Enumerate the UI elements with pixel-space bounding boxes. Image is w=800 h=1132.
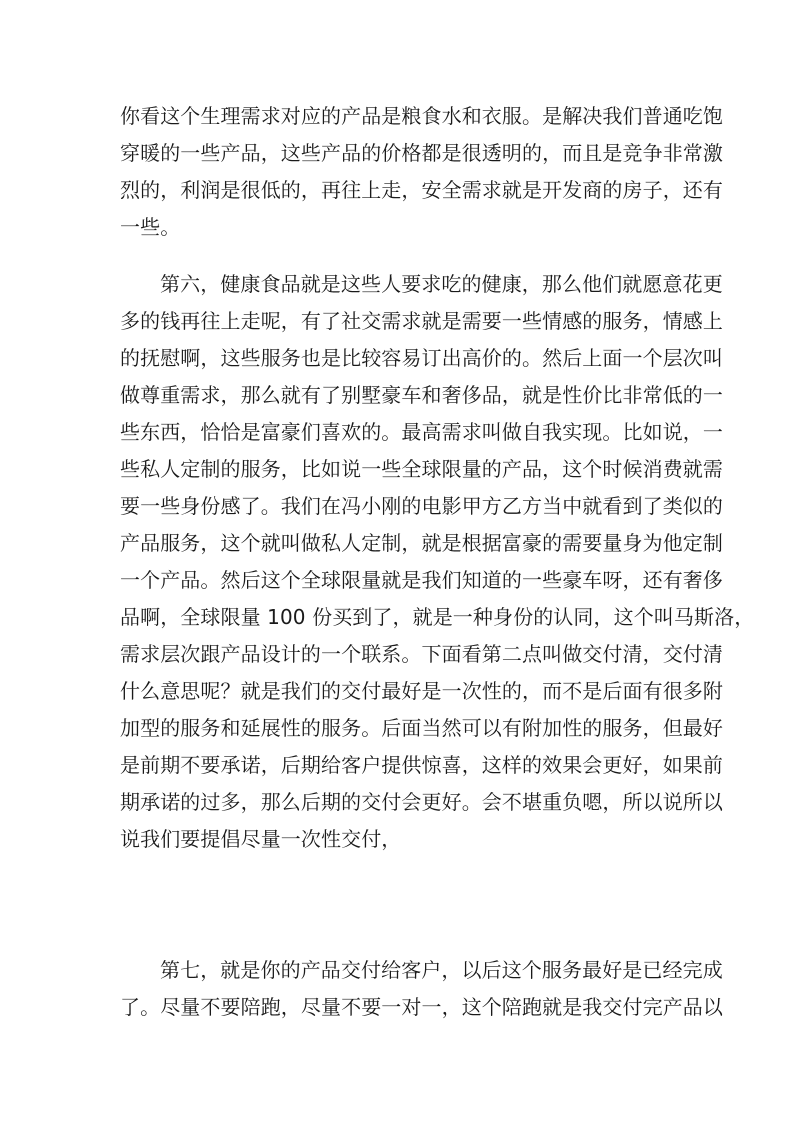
paragraph-2 [120, 266, 755, 858]
text-line: 一个产品。然后这个全球限量就是我们知道的一些豪车呀，还有奢侈 [120, 568, 723, 592]
text-line: 是前期不要承诺，后期给客户提供惊喜，这样的效果会更好，如果前 [120, 753, 723, 777]
text-line: 烈的，利润是很低的，再往上走，安全需求就是开发商的房子，还有 [120, 178, 723, 202]
paragraph-3 [120, 952, 723, 1026]
text-line: 第六，健康食品就是这些人要求吃的健康，那么他们就愿意花更 [160, 272, 723, 296]
text-line: 的抚慰啊，这些服务也是比较容易订出高价的。然后上面一个层次叫 [120, 346, 723, 370]
text-line: 需求层次跟产品设计的一个联系。下面看第二点叫做交付清，交付清 [120, 642, 723, 666]
text-line: 些东西，恰恰是富豪们喜欢的。最高需求叫做自我实现。比如说，一 [120, 420, 723, 444]
paragraph-1 [120, 98, 723, 246]
text-line: 期承诺的过多，那么后期的交付会更好。会不堪重负嗯，所以说所以 [120, 790, 723, 814]
text-line: 些私人定制的服务，比如说一些全球限量的产品，这个时候消费就需 [120, 457, 723, 481]
text-line: 说我们要提倡尽量一次性交付， [120, 827, 402, 851]
text-line: 了。尽量不要陪跑，尽量不要一对一，这个陪跑就是我交付完产品以 [120, 995, 723, 1019]
text-line: 穿暖的一些产品，这些产品的价格都是很透明的，而且是竞争非常激 [120, 141, 723, 165]
text-line: 第七，就是你的产品交付给客户，以后这个服务最好是已经完成 [160, 958, 723, 982]
text-line: 加型的服务和延展性的服务。后面当然可以有附加性的服务，但最好 [120, 716, 723, 740]
text-line: 品啊，全球限量 100 份买到了，就是一种身份的认同，这个叫马斯洛， [120, 605, 755, 629]
text-line: 要一些身份感了。我们在冯小刚的电影甲方乙方当中就看到了类似的 [120, 494, 723, 518]
text-line: 什么意思呢？就是我们的交付最好是一次性的，而不是后面有很多附 [120, 679, 723, 703]
text-line: 多的钱再往上走呢，有了社交需求就是需要一些情感的服务，情感上 [120, 309, 723, 333]
text-line: 一些。 [120, 215, 181, 239]
text-line: 你看这个生理需求对应的产品是粮食水和衣服。是解决我们普通吃饱 [120, 104, 723, 128]
text-line: 做尊重需求，那么就有了别墅豪车和奢侈品，就是性价比非常低的一 [120, 383, 723, 407]
text-line: 产品服务，这个就叫做私人定制，就是根据富豪的需要量身为他定制 [120, 531, 723, 555]
